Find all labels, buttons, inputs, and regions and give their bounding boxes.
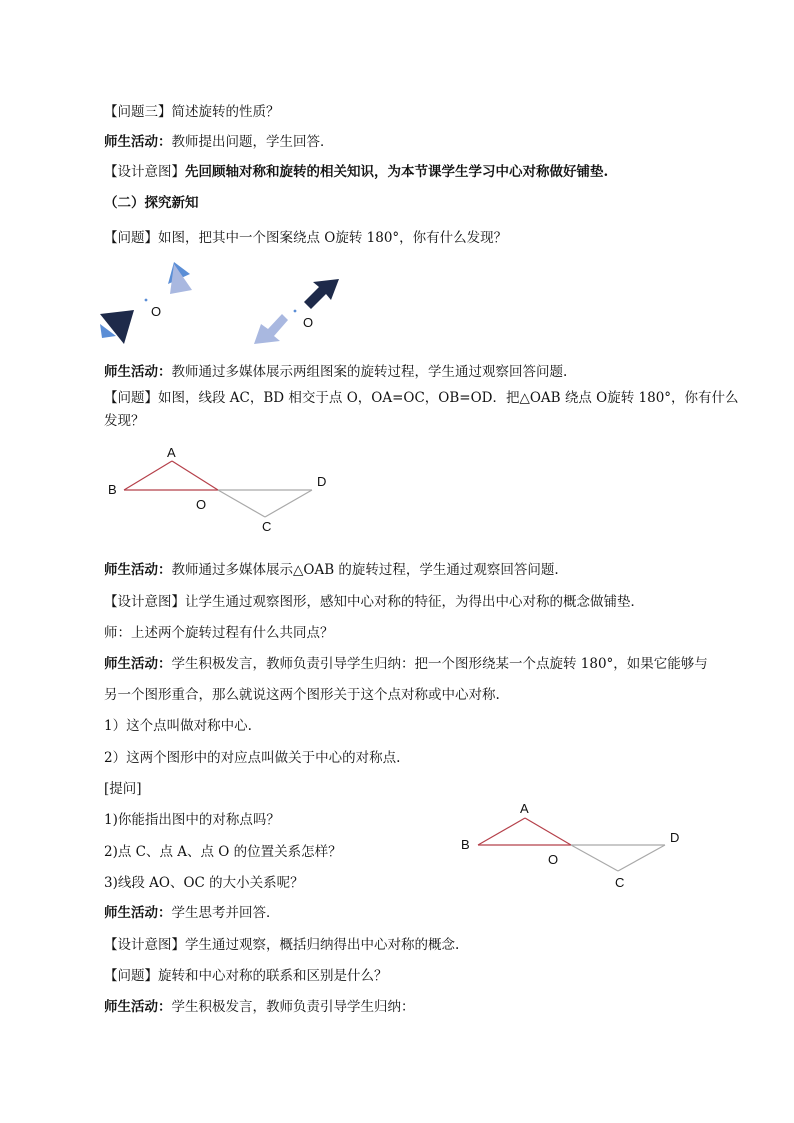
text: 教师提出问题，学生回答． <box>171 134 334 150</box>
text: 学生积极发言，教师负责引导学生归纳： <box>171 999 415 1015</box>
design-intent-2 <box>104 593 644 611</box>
question-segments-cont: 发现？ <box>104 413 145 429</box>
label-c: C <box>262 519 272 534</box>
prompt-q3: 3)线段 AO、OC 的大小关系呢？ <box>104 875 304 891</box>
rotation-figure-arrows <box>248 274 344 350</box>
dark-arrow <box>304 279 339 309</box>
label-o: O <box>196 497 207 512</box>
question-3 <box>104 103 280 121</box>
segment-dc <box>618 845 665 871</box>
activity-6 <box>104 998 415 1016</box>
tag: 【问题】 <box>104 390 158 406</box>
activity-5 <box>104 904 280 922</box>
text: 教师通过多媒体展示△OAB 的旋转过程，学生通过观察回答问题. <box>171 562 559 578</box>
tag: 师生活动： <box>104 364 172 380</box>
point-o-label: O <box>151 304 162 319</box>
teacher-question: 师：上述两个旋转过程有什么共同点？ <box>104 625 334 641</box>
design-intent-3 <box>104 936 459 954</box>
text: 学生思考并回答． <box>171 905 280 921</box>
point-o-label: O <box>303 315 314 330</box>
segment-oc <box>218 490 265 517</box>
segment-ao <box>525 818 571 845</box>
label-c: C <box>615 875 625 890</box>
tag: 【设计意图】 <box>104 594 185 610</box>
activity-4-cont: 另一个图形重合，那么就说这两个图形关于这个点对称或中心对称. <box>104 687 500 703</box>
text: 旋转和中心对称的联系和区别是什么？ <box>158 968 388 984</box>
text: 如图，线段 AC，BD 相交于点 O，OA=OC，OB=OD．把△OAB 绕点 O旋转 180°，你有什么 <box>158 390 739 406</box>
triangle-rotation-figure <box>100 440 340 540</box>
prompt-heading: [提问] <box>104 781 142 797</box>
tag: 【设计意图】 <box>104 937 185 953</box>
tag: 【问题三】 <box>104 104 172 120</box>
tag: 师生活动： <box>104 562 172 578</box>
text: 学生通过观察，概括归纳得出中心对称的概念. <box>185 937 460 953</box>
label-b: B <box>461 837 470 852</box>
rotation-center-dot <box>145 299 148 302</box>
segment-ao <box>172 461 218 490</box>
label-b: B <box>108 482 117 497</box>
text: 简述旋转的性质？ <box>171 104 280 120</box>
text: 让学生通过观察图形，感知中心对称的特征，为得出中心对称的概念做铺垫． <box>185 594 644 610</box>
rotation-figure-triangles <box>96 258 206 348</box>
tag: 师生活动： <box>104 656 172 672</box>
label-d: D <box>670 830 680 845</box>
question-relation <box>104 967 388 985</box>
activity-4 <box>104 655 708 673</box>
design-intent-1 <box>104 163 608 181</box>
tag: 【问题】 <box>104 230 158 246</box>
prompt-q1: 1)你能指出图中的对称点吗？ <box>104 812 280 828</box>
text: 学生积极发言，教师负责引导学生归纳：把一个图形绕某一个点旋转 180°，如果它能够与 <box>171 656 708 672</box>
activity-3 <box>104 561 559 579</box>
label-d: D <box>317 474 327 489</box>
tag: 【设计意图】 <box>104 164 185 180</box>
tag: 师生活动： <box>104 134 172 150</box>
tag: 师生活动： <box>104 999 172 1015</box>
tag: 师生活动： <box>104 905 172 921</box>
tag: 【问题】 <box>104 968 158 984</box>
list-item-1: 1）这个点叫做对称中心. <box>104 718 252 734</box>
list-item-2: 2）这两个图形中的对应点叫做关于中心的对称点. <box>104 750 401 766</box>
label-a: A <box>520 801 529 816</box>
dark-triangle <box>100 310 134 344</box>
text: 如图，把其中一个图案绕点 O旋转 180°，你有什么发现？ <box>158 230 508 246</box>
question-segments <box>104 389 739 407</box>
segment-ba <box>124 461 172 490</box>
prompt-q2: 2)点 C、点 A、点 O 的位置关系怎样？ <box>104 844 342 860</box>
segment-oc <box>571 845 618 871</box>
segment-dc <box>265 490 312 517</box>
question-rotate <box>104 229 507 247</box>
label-a: A <box>167 445 176 460</box>
light-arrow <box>254 314 288 344</box>
segment-ba <box>478 818 525 845</box>
activity-1 <box>104 133 334 151</box>
text: 教师通过多媒体展示两组图案的旋转过程，学生通过观察回答问题. <box>171 364 568 380</box>
triangle-rotation-figure-2 <box>455 795 695 895</box>
section-heading: （二）探究新知 <box>104 195 199 211</box>
label-o: O <box>548 852 559 867</box>
text: 先回顾轴对称和旋转的相关知识，为本节课学生学习中心对称做好铺垫. <box>185 164 609 180</box>
rotation-center-dot <box>294 310 297 313</box>
activity-2 <box>104 363 567 381</box>
